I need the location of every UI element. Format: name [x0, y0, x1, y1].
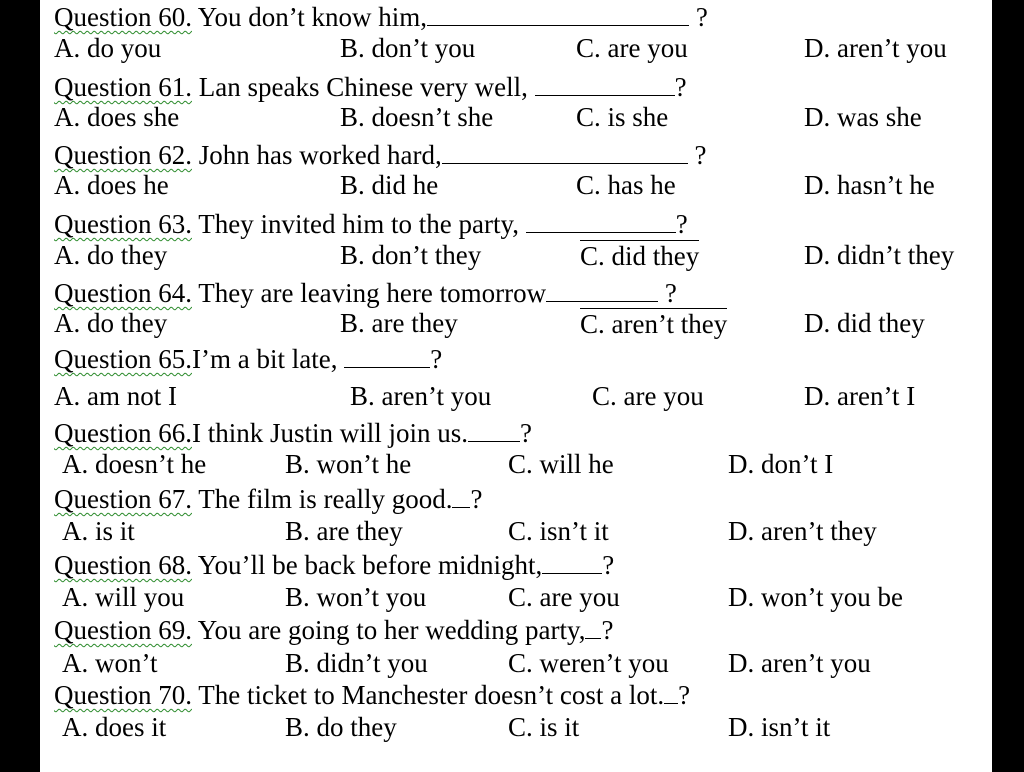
question-67 [54, 484, 482, 514]
question-end: ? [694, 140, 707, 170]
question-stem: You don’t know him, [197, 2, 428, 32]
worksheet-page [40, 0, 992, 772]
question-stem: John has worked hard, [198, 140, 442, 170]
option-d: D. aren’t they [728, 516, 877, 546]
question-end: ? [674, 72, 687, 102]
question-68 [54, 550, 614, 580]
option-d: D. aren’t I [804, 381, 916, 411]
answer-blank [468, 419, 520, 442]
option-a: A. does he [54, 170, 169, 200]
answer-blank [664, 681, 678, 704]
option-b: B. won’t you [285, 582, 427, 612]
question-label: Question 63. [54, 209, 192, 239]
option-c: C. did they [580, 241, 700, 271]
question-stem: They invited him to the party, [198, 209, 519, 239]
question-label: Question 64. [54, 278, 192, 308]
option-a: A. does she [54, 102, 180, 132]
option-d: D. isn’t it [728, 712, 831, 742]
question-stem: You’ll be back before midnight, [197, 550, 543, 580]
option-b: B. don’t you [340, 33, 476, 63]
option-c: C. has he [576, 170, 676, 200]
question-label: Question 60. [54, 2, 192, 32]
option-a: A. won’t [62, 648, 158, 678]
question-62 [54, 140, 706, 170]
question-stem: I think Justin will join us. [192, 418, 469, 448]
answer-blank [427, 3, 689, 26]
option-c: C. aren’t they [580, 309, 728, 339]
question-label: Question 69. [54, 615, 192, 645]
question-end: ? [601, 615, 614, 645]
option-d: D. did they [804, 308, 925, 338]
question-end: ? [678, 680, 691, 710]
option-c: C. are you [576, 33, 688, 63]
question-70 [54, 680, 690, 710]
option-d: D. was she [804, 102, 922, 132]
option-c: C. is she [576, 102, 669, 132]
question-stem: The film is really good. [198, 484, 453, 514]
question-stem: The ticket to Manchester doesn’t cost a lot. [198, 680, 665, 710]
question-61 [54, 72, 687, 102]
option-b: B. are they [285, 516, 403, 546]
question-stem: I’m a bit late, [192, 344, 338, 374]
option-c: C. isn’t it [508, 516, 609, 546]
answer-blank [344, 345, 430, 368]
option-a: A. doesn’t he [62, 449, 207, 479]
question-69 [54, 615, 613, 645]
option-d: D. didn’t they [804, 240, 955, 270]
question-stem: Lan speaks Chinese very well, [198, 72, 528, 102]
option-b: B. did he [340, 170, 439, 200]
answer-blank [452, 485, 470, 508]
option-b: B. are they [340, 308, 458, 338]
question-60 [54, 2, 708, 32]
question-label: Question 61. [54, 72, 192, 102]
answer-blank [542, 551, 602, 574]
question-label: Question 67. [54, 484, 192, 514]
option-c: C. are you [592, 381, 704, 411]
option-c: C. are you [508, 582, 620, 612]
option-c: C. is it [508, 712, 580, 742]
option-d: D. aren’t you [728, 648, 871, 678]
option-d: D. won’t you be [728, 582, 903, 612]
option-a: A. do they [54, 308, 168, 338]
question-end: ? [470, 484, 483, 514]
option-c: C. will he [508, 449, 614, 479]
option-b: B. didn’t you [285, 648, 428, 678]
question-end: ? [430, 344, 443, 374]
answer-blank [535, 73, 675, 96]
option-d: D. hasn’t he [804, 170, 935, 200]
option-b: B. aren’t you [350, 381, 492, 411]
option-a: A. do you [54, 33, 162, 63]
question-64 [54, 278, 677, 308]
question-label: Question 65. [54, 344, 192, 374]
option-d: D. don’t I [728, 449, 834, 479]
question-stem: You are going to her wedding party, [197, 615, 586, 645]
question-66 [54, 418, 532, 448]
question-end: ? [602, 550, 615, 580]
answer-blank [442, 141, 688, 164]
option-b: B. doesn’t she [340, 102, 494, 132]
option-d: D. aren’t you [804, 33, 947, 63]
answer-blank [526, 210, 676, 233]
option-b: B. won’t he [285, 449, 412, 479]
option-a: A. do they [54, 240, 168, 270]
answer-blank [585, 616, 601, 639]
question-label: Question 68. [54, 550, 192, 580]
option-a: A. does it [62, 712, 167, 742]
question-label: Question 62. [54, 140, 192, 170]
option-a: A. is it [62, 516, 135, 546]
option-c: C. weren’t you [508, 648, 669, 678]
option-a: A. am not I [54, 381, 177, 411]
question-label: Question 70. [54, 680, 192, 710]
question-end: ? [675, 209, 688, 239]
question-65 [54, 344, 442, 374]
question-end: ? [695, 2, 708, 32]
option-b: B. do they [285, 712, 397, 742]
answer-blank [546, 279, 658, 302]
question-end: ? [664, 278, 677, 308]
question-label: Question 66. [54, 418, 192, 448]
question-63 [54, 209, 688, 239]
question-end: ? [520, 418, 533, 448]
option-a: A. will you [62, 582, 185, 612]
option-b: B. don’t they [340, 240, 482, 270]
question-stem: They are leaving here tomorrow [198, 278, 547, 308]
